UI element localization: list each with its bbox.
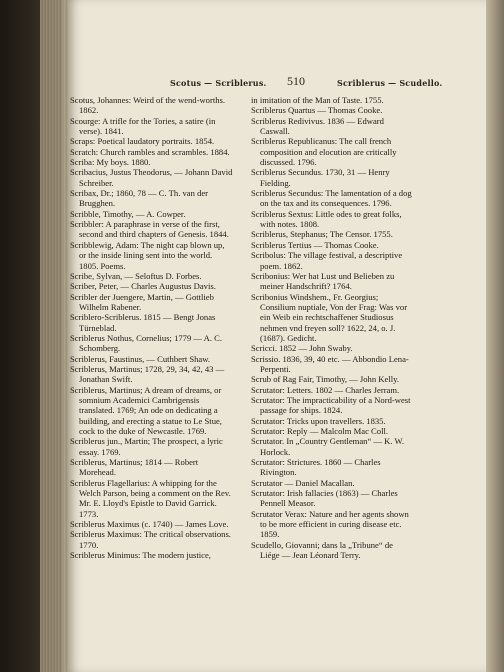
index-entry: Scribolus: The village festival, a descriptive poem. 1862. bbox=[251, 250, 403, 271]
index-entry: Scrutator: Reply — Malcolm Mac Coll. bbox=[251, 426, 389, 436]
header-right-title: Scriblerus — Scudello. bbox=[337, 78, 443, 88]
index-entry: Scrutator. In „Country Gentleman“ — K. W. Horlock. bbox=[251, 436, 404, 457]
index-entry: Scribbler: A paraphrase in verse of the first, second and third chapters of Genesis. 1844. bbox=[70, 219, 229, 240]
running-header bbox=[68, 74, 486, 90]
index-entry: Scotus, Johannes: Weird of the wend-worths. 1862. bbox=[70, 95, 226, 116]
index-entry: Scrub of Rag Fair, Timothy, — John Kelly. bbox=[251, 374, 399, 385]
index-entry: Scourge: A trifle for the Tories, a satire (in verse). 1841. bbox=[70, 115, 216, 137]
index-entry: Scrutator: Letters. 1802 — Charles Jerram. bbox=[251, 384, 400, 395]
index-entry: Scriblero-Scriblerus. 1815 — Bengt Jonas Türneblad. bbox=[70, 312, 216, 333]
page-number: 510 bbox=[287, 74, 305, 88]
index-entry: Scrutator: Strictures. 1860 — Charles Rivington. bbox=[251, 457, 381, 478]
index-entry: Scriblerus, Martinus; 1728, 29, 34, 42, 43 — Jonathan Swift. bbox=[70, 363, 225, 385]
index-entry: Scraps: Poetical laudatory portraits. 1854. bbox=[70, 136, 215, 147]
index-entry: Scrutator Verax: Nature and her agents shown to be more efficient in curing disease etc. 1859. bbox=[251, 508, 409, 540]
index-entry: Scriblerus Secundus. 1730, 31 — Henry Fielding. bbox=[251, 167, 390, 188]
index-entry: Scudello, Giovanni; dans la „Tribune“ de Liége — Jean Léonard Terry. bbox=[251, 539, 393, 561]
index-entry: Scriblerus, Stephanus; The Censor. 1755. bbox=[251, 229, 393, 240]
left-column bbox=[70, 95, 233, 560]
index-entry: Scribler der Juengere, Martin, — Gottlieb Wilhelm Rabener. bbox=[70, 291, 214, 312]
index-entry: Scriblerus Secundus: The lamentation of a dog on the tax and its consequences. 1796. bbox=[251, 188, 412, 209]
index-entry: Scriba: My boys. 1880. bbox=[70, 157, 151, 168]
index-entry: Scrutator: Irish fallacies (1863) — Charles Pennell Measor. bbox=[251, 488, 398, 509]
index-entry: Scriblerus Redivivus. 1836 — Edward Caswall. bbox=[251, 115, 384, 137]
index-entry: Scribe, Sylvan, — Seloftus D. Forbes. bbox=[70, 270, 202, 281]
index-entry: Scribble, Timothy, — A. Cowper. bbox=[70, 208, 186, 219]
index-entry: Scrutator: The impracticability of a Nord-west passage for ships. 1824. bbox=[251, 394, 411, 416]
index-entry: Scrutator: Tricks upon travellers. 1835. bbox=[251, 415, 386, 426]
index-entry: Scriblerus Flagellarius: A whipping for the Welch Parson, being a comment on the Rev. Mr. E. Lloyd's Epistle to David Garrick. 1773. bbox=[70, 477, 231, 519]
index-entry: Scriblerus Republicanus: The call french composition and elocution are critically discussed. 1796. bbox=[251, 136, 397, 168]
index-entry: Scribonius Windshem., Fr. Georgius; Consilium nuptiale, Von der Frag: Was vor ein Weib ein rechtschaffener Studiosus nehmen vnd freyen soll? 1622, 24, o. J. (1687). Gedicht. bbox=[251, 291, 408, 343]
index-entry: Scriblerus Minimus: The modern justice, bbox=[70, 550, 211, 561]
index-entry: Scrutator — Daniel Macallan. bbox=[251, 477, 355, 488]
header-left-title: Scotus — Scriblerus. bbox=[170, 78, 267, 88]
index-entry: Scriblerus Quartus — Thomas Cooke. bbox=[251, 105, 383, 116]
index-entry: Scriblerus, Faustinus, — Cuthbert Shaw. bbox=[70, 353, 211, 364]
index-entry: Scratch: Church rambles and scrambles. 1884. bbox=[70, 146, 230, 157]
index-entry: Scriblerus Nothus, Cornelius; 1779 — A. C. Schomberg. bbox=[70, 332, 223, 354]
index-entry: Scriblerus, Martinus; 1814 — Robert Morehead. bbox=[70, 457, 199, 478]
index-entry: Scriblerus jun., Martin; The prospect, a lyric essay. 1769. bbox=[70, 436, 223, 457]
index-entry: Scriblerus Tertius — Thomas Cooke. bbox=[251, 239, 379, 250]
index-entry: Scribax, Dr.; 1860, 78 — C. Th. van der Brugghen. bbox=[70, 188, 209, 209]
index-entry: Scribblewig, Adam: The night cap blown up, or the inside lining sent into the world. 1805. Poems. bbox=[70, 239, 225, 271]
index-entry: in imitation of the Man of Taste. 1755. bbox=[251, 95, 384, 105]
index-entry: Scribonius: Wer hat Lust und Belieben zu meiner Handschrift? 1764. bbox=[251, 270, 395, 292]
index-entry: Scribacius, Justus Theodorus, — Johann David Schreiber. bbox=[70, 167, 233, 188]
page-stack-edge bbox=[40, 0, 70, 672]
index-entry: Scriblerus Maximus: The critical observations. 1770. bbox=[70, 529, 231, 550]
index-entry: Scriblerus, Martinus; A dream of dreams, or somnium Academici Cambrigensis translated. 1769; An ode on dedicating a building, and erecting a statue to Le Stue, cock to the duke of Newcastle. 1769. bbox=[70, 384, 222, 436]
book-right-edge bbox=[484, 0, 504, 672]
index-entry: Scricci. 1852 — John Swaby. bbox=[251, 343, 353, 354]
index-entry: Scriber, Peter, — Charles Augustus Davis. bbox=[70, 281, 216, 292]
index-entry: Scrissio. 1836, 39, 40 etc. — Abbondio Lena-Perpenti. bbox=[251, 353, 409, 374]
right-column bbox=[251, 95, 414, 560]
index-entry: Scriblerus Sextus: Little odes to great folks, with notes. 1808. bbox=[251, 208, 402, 230]
index-entry: Scriblerus Maximus (c. 1740) — James Love. bbox=[70, 519, 229, 530]
